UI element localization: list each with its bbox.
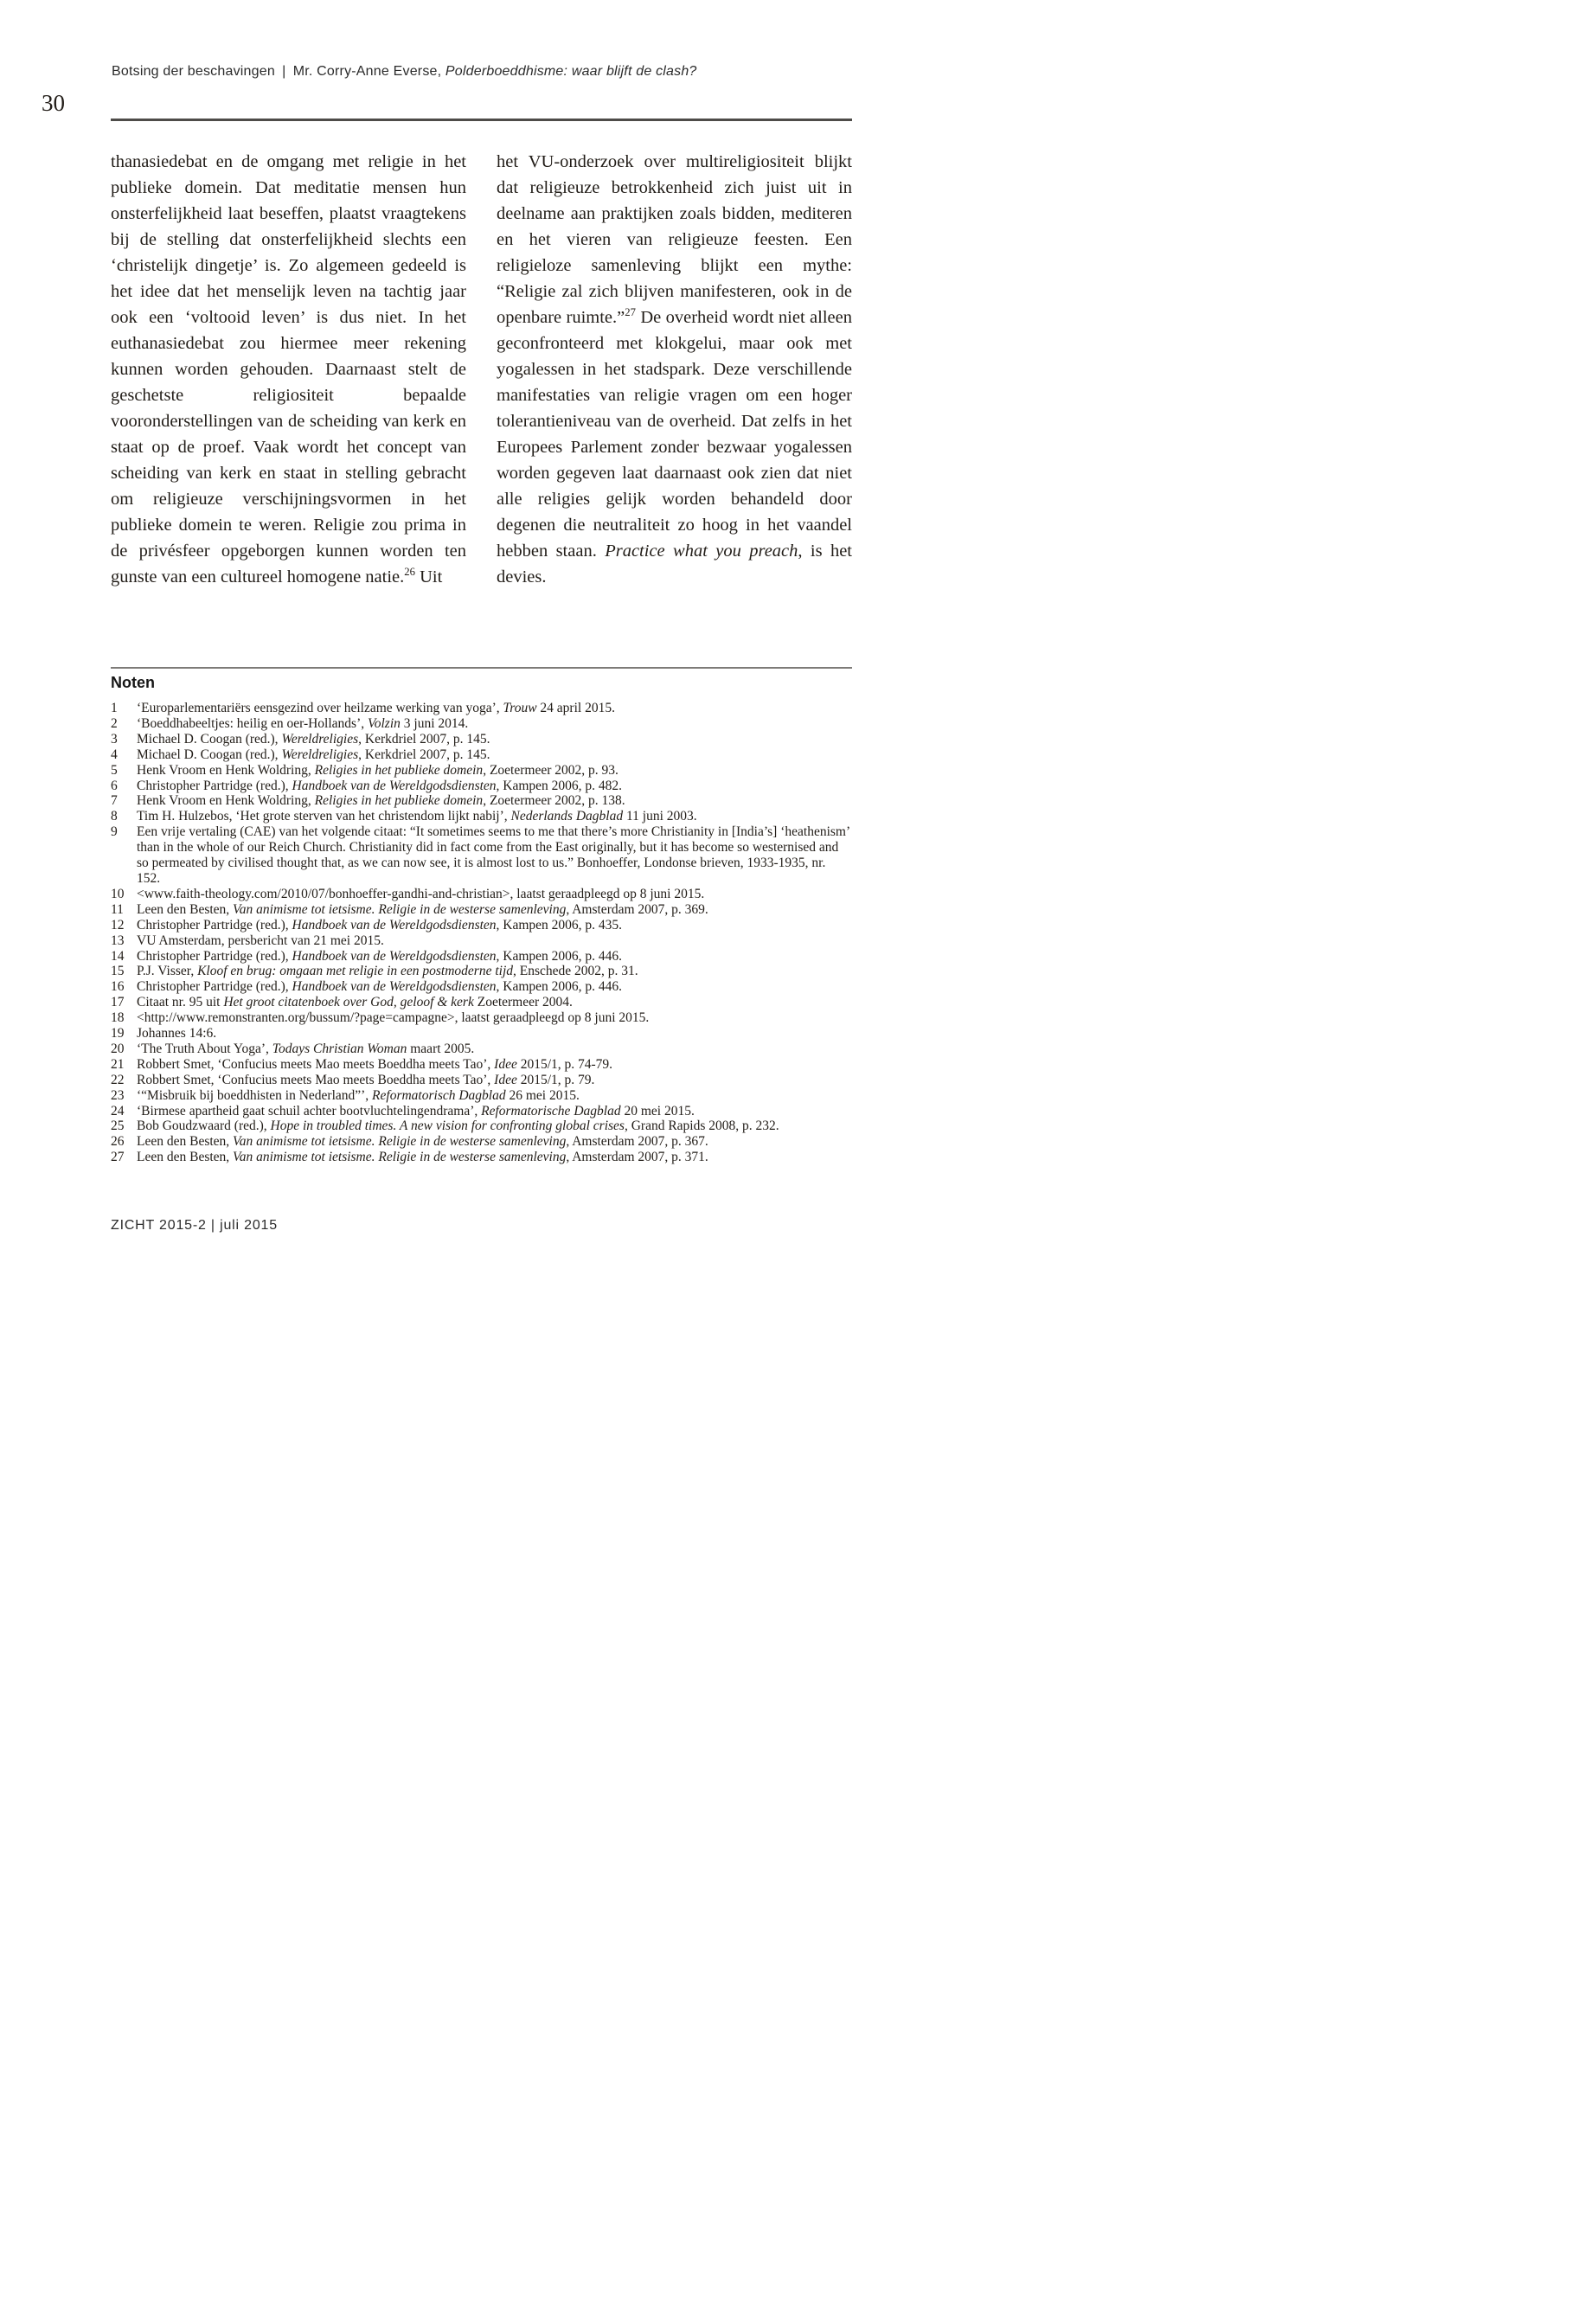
note-item (111, 1134, 852, 1150)
note-item (111, 949, 852, 965)
note-text: Christopher Partridge (red.), Handboek van de Wereldgodsdiensten, Kampen 2006, p. 435. (137, 917, 623, 933)
note-number: 22 (111, 1072, 125, 1087)
note-number: 24 (111, 1103, 125, 1118)
article-body (111, 149, 852, 590)
note-text: ‘Birmese apartheid gaat schuil achter bootvluchtelingendrama’, Reformatorische Dagblad 20 mei 2015. (137, 1103, 695, 1118)
note-text: ‘Boeddhabeeltjes: heilig en oer-Hollands’, Volzin 3 juni 2014. (137, 715, 469, 731)
note-item (111, 701, 852, 716)
note-text: VU Amsterdam, persbericht van 21 mei 2015. (137, 933, 384, 948)
header-rule (111, 119, 852, 121)
note-text: Henk Vroom en Henk Woldring, Religies in het publieke domein, Zoetermeer 2002, p. 93. (137, 762, 619, 778)
note-item (111, 964, 852, 979)
note-number: 11 (111, 901, 124, 917)
note-number: 21 (111, 1056, 125, 1072)
note-number: 1 (111, 701, 118, 715)
note-item (111, 1010, 852, 1026)
note-text: Citaat nr. 95 uit Het groot citatenboek over God, geloof & kerk Zoetermeer 2004. (137, 995, 573, 1010)
note-number: 13 (111, 933, 125, 948)
note-item (111, 1118, 852, 1134)
note-text: ‘Europarlementariërs eensgezind over heilzame werking van yoga’, Trouw 24 april 2015. (137, 701, 615, 715)
note-item (111, 887, 852, 902)
note-text: Michael D. Coogan (red.), Wereldreligies, Kerkdriel 2007, p. 145. (137, 731, 490, 747)
body-column-right: het VU-onderzoek over multireligiositeit blijkt dat religieuze betrokkenheid zich juist uit in deelname aan praktijken zoals bidden, mediteren en het vieren van religieuze feesten. Een religieloze samenleving blijkt een mythe: “Religie zal zich blijven manifesteren, ook in de openbare ruimte.”$^{27}$ De overheid wordt niet alleen geconfronteerd met klokgelui, maar ook met yogalessen in het stadspark. Deze verschillende manifestaties van religie vragen om een hoger tolerantieniveau van de overheid. Dat zelfs in het Europees Parlement zonder bezwaar yogalessen worden gegeven laat daarnaast ook zien dat niet alle religies gelijk worden behandeld door degenen die neutraliteit zo hoog in het vaandel hebben staan. Practice what you preach, is het devies. (497, 152, 852, 586)
note-number: 10 (111, 886, 125, 901)
note-text: ‘“Misbruik bij boeddhisten in Nederland”’, Reformatorisch Dagblad 26 mei 2015. (137, 1087, 580, 1103)
notes-title: Noten (111, 674, 155, 691)
note-text: Christopher Partridge (red.), Handboek van de Wereldgodsdiensten, Kampen 2006, p. 446. (137, 979, 623, 995)
note-number: 23 (111, 1087, 125, 1103)
note-number: 4 (111, 747, 118, 762)
note-number: 8 (111, 809, 118, 824)
note-number: 3 (111, 731, 118, 747)
note-text: Henk Vroom en Henk Woldring, Religies in het publieke domein, Zoetermeer 2002, p. 138. (137, 793, 625, 809)
note-item (111, 1073, 852, 1088)
note-text: Johannes 14:6. (137, 1026, 217, 1042)
note-item (111, 902, 852, 918)
note-item (111, 1150, 852, 1165)
note-text: Een vrije vertaling (CAE) van het volgende citaat: “It sometimes seems to me that there’s more Christianity in [India’s] ‘heathenism’ than in the whole of our Reich Church. Christianity did in fact come from the East originally, but it has become so westernised and so permeated by civilised thought that, as we can now see, it is almost lost to us.” Bonhoeffer, Londonse brieven, 1933-1935, nr. 152. (137, 824, 849, 886)
notes-list (111, 701, 852, 1165)
note-item (111, 918, 852, 933)
note-number: 17 (111, 995, 125, 1010)
note-item (111, 1042, 852, 1057)
note-text: Michael D. Coogan (red.), Wereldreligies, Kerkdriel 2007, p. 145. (137, 747, 490, 762)
note-text: Tim H. Hulzebos, ‘Het grote sterven van het christendom lijkt nabij’, Nederlands Dagblad 11 juni 2003. (137, 809, 697, 824)
note-text: P.J. Visser, Kloof en brug: omgaan met religie in een postmoderne tijd, Enschede 2002, p. 31. (137, 964, 638, 979)
note-number: 9 (111, 824, 118, 840)
note-text: Leen den Besten, Van animisme tot ietsisme. Religie in de westerse samenleving, Amsterdam 2007, p. 367. (137, 1134, 708, 1150)
note-item (111, 732, 852, 747)
note-text: <www.faith-theology.com/2010/07/bonhoeffer-gandhi-and-christian>, laatst geraadpleegd op 8 juni 2015. (137, 886, 705, 901)
note-text: Leen den Besten, Van animisme tot ietsisme. Religie in de westerse samenleving, Amsterdam 2007, p. 371. (137, 1150, 708, 1165)
page-number: 30 (42, 90, 65, 116)
note-number: 12 (111, 917, 125, 933)
note-item (111, 747, 852, 763)
note-number: 6 (111, 778, 118, 793)
note-item (111, 793, 852, 809)
note-item (111, 1057, 852, 1073)
note-text: Leen den Besten, Van animisme tot ietsisme. Religie in de westerse samenleving, Amsterdam 2007, p. 369. (137, 901, 708, 917)
notes-section (111, 674, 852, 1165)
note-text: <http://www.remonstranten.org/bussum/?page=campagne>, laatst geraadpleegd op 8 juni 2015. (137, 1010, 650, 1026)
note-item (111, 1026, 852, 1042)
note-item (111, 995, 852, 1010)
note-item (111, 716, 852, 732)
note-number: 5 (111, 762, 118, 778)
note-item (111, 763, 852, 779)
note-text: ‘The Truth About Yoga’, Todays Christian Woman maart 2005. (137, 1041, 475, 1056)
note-number: 25 (111, 1118, 125, 1134)
note-number: 20 (111, 1041, 125, 1056)
note-text: Christopher Partridge (red.), Handboek van de Wereldgodsdiensten, Kampen 2006, p. 482. (137, 778, 623, 793)
running-header: Botsing der beschavingen | Mr. Corry-Anne Everse, Polderboeddhisme: waar blijft de clash? (112, 64, 697, 79)
note-text: Christopher Partridge (red.), Handboek van de Wereldgodsdiensten, Kampen 2006, p. 446. (137, 948, 623, 964)
note-number: 2 (111, 715, 118, 731)
note-number: 15 (111, 964, 125, 979)
note-text: Robbert Smet, ‘Confucius meets Mao meets Boeddha meets Tao’, Idee 2015/1, p. 74-79. (137, 1056, 613, 1072)
note-item (111, 779, 852, 794)
journal-footer: ZICHT 2015-2 | juli 2015 (111, 1218, 278, 1233)
note-item (111, 809, 852, 824)
note-item (111, 933, 852, 949)
note-number: 19 (111, 1026, 125, 1042)
note-number: 27 (111, 1150, 125, 1165)
note-item (111, 1104, 852, 1119)
notes-rule (111, 667, 852, 669)
note-item (111, 824, 852, 887)
note-number: 14 (111, 948, 125, 964)
note-number: 18 (111, 1010, 125, 1026)
note-number: 7 (111, 793, 118, 809)
note-text: Robbert Smet, ‘Confucius meets Mao meets Boeddha meets Tao’, Idee 2015/1, p. 79. (137, 1072, 595, 1087)
body-column-left: thanasiedebat en de omgang met religie in het publieke domein. Dat meditatie mensen hun onsterfelijkheid laat beseffen, plaatst vraagtekens bij de stelling dat onsterfelijkheid slechts een ‘christelijk dingetje’ is. Zo algemeen gedeeld is het idee dat het menselijk leven na tachtig jaar ook een ‘voltooid leven’ is dus niet. In het euthanasiedebat zou hiermee meer rekening kunnen worden gehouden. Daarnaast stelt de geschetste religiositeit bepaalde vooronderstellingen van de scheiding van kerk en staat op de proef. Vaak wordt het concept van scheiding van kerk en staat in stelling gebracht om religieuze verschijningsvormen in het publieke domein te weren. Religie zou prima in de privésfeer opgeborgen kunnen worden ten gunste van een cultureel homogene natie.$^{26}$ Uit (111, 152, 466, 586)
note-text: Bob Goudzwaard (red.), Hope in troubled times. A new vision for confronting global crises, Grand Rapids 2008, p. 232. (137, 1118, 779, 1134)
note-number: 16 (111, 979, 125, 995)
note-number: 26 (111, 1134, 125, 1150)
note-item (111, 1088, 852, 1104)
note-item (111, 979, 852, 995)
